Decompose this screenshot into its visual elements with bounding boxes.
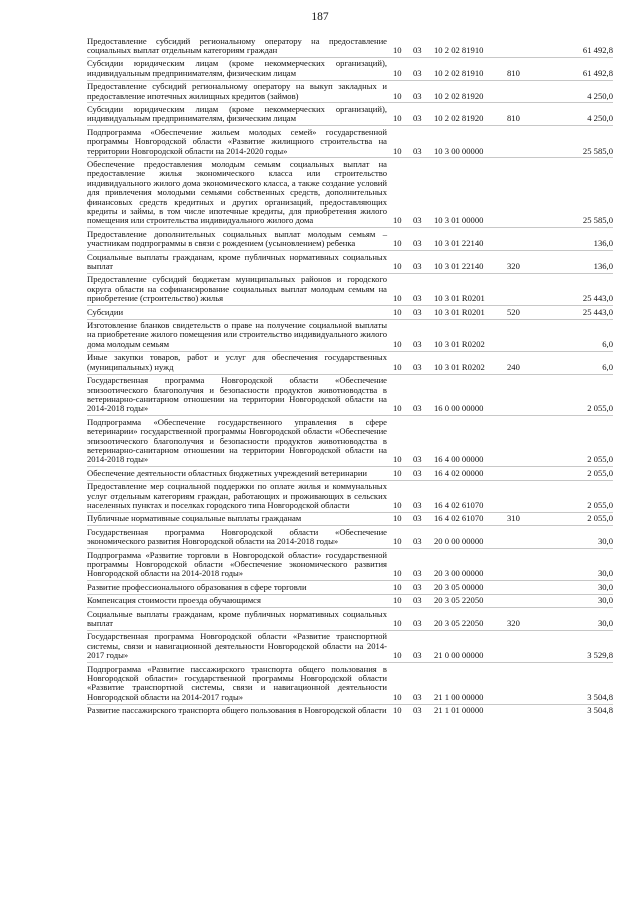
row-section: 10: [393, 467, 413, 480]
table-row: [87, 306, 613, 319]
row-subsection: 03: [413, 512, 434, 525]
row-subsection: 03: [413, 57, 434, 80]
row-amount: 30,0: [534, 526, 613, 549]
row-expense-type: [507, 228, 534, 251]
row-target-code: 10 2 02 81910: [434, 44, 484, 55]
row-name: Предоставление дополнительных социальных выплат молодым семьям – участникам подпрограммы в связи с рождением (усыновлением) ребенка: [87, 228, 393, 251]
table-row: [87, 103, 613, 126]
row-subsection: 03: [413, 480, 434, 512]
row-target-code: 16 4 00 00000: [434, 416, 507, 467]
row-subsection: 03: [413, 228, 434, 251]
row-target-code: 20 3 00 00000: [434, 549, 507, 581]
table-row: [87, 273, 613, 305]
row-expense-type: [507, 319, 534, 351]
row-amount: 136,0: [534, 251, 613, 274]
row-amount: 25 585,0: [534, 158, 613, 228]
row-name: Подпрограмма «Развитие пассажирского транспорта общего пользования в Новгородской области» государственной программы Новгородской области «Развитие транспортной системы, связи и навигационной деятельности Новгородской области на 2014-2017 годы»: [87, 663, 393, 705]
row-name: Развитие пассажирского транспорта общего пользования в Новгородской области: [87, 704, 393, 717]
row-subsection: 03: [413, 319, 434, 351]
row-amount: 136,0: [534, 228, 613, 251]
row-name: Публичные нормативные социальные выплаты гражданам: [87, 512, 393, 525]
row-section: 10: [393, 228, 413, 251]
row-amount: 61 492,8: [582, 44, 613, 55]
page-number: 187: [311, 11, 329, 23]
row-section: 10: [393, 351, 413, 374]
row-section: 10: [393, 319, 413, 351]
row-target-code: 16 0 00 00000: [434, 374, 507, 416]
table-row: [87, 35, 613, 57]
row-target-code: 21 0 00 00000: [434, 630, 507, 662]
row-subsection: 03: [413, 374, 434, 416]
row-expense-type: 320: [507, 608, 534, 631]
row-section: 10: [393, 594, 413, 607]
row-target-code: 10 3 01 R0202: [434, 319, 507, 351]
row-section: 10: [393, 374, 413, 416]
row-target-code: 10 2 02 81920: [434, 103, 507, 126]
row-section: 10: [393, 608, 413, 631]
row-amount: 2 055,0: [534, 374, 613, 416]
row-subsection: 03: [413, 630, 434, 662]
row-section: 10: [393, 80, 413, 103]
row-expense-type: [507, 594, 534, 607]
table-row: [87, 512, 613, 525]
table-row: [87, 630, 613, 662]
row-section: 10: [393, 549, 413, 581]
row-target-code: 10 3 00 00000: [434, 126, 507, 158]
table-row: [87, 158, 613, 228]
table-row: [87, 581, 613, 594]
row-subsection: 03: [413, 251, 434, 274]
row-amount: 3 504,8: [534, 704, 613, 717]
table-row: [87, 319, 613, 351]
row-subsection: 03: [413, 306, 434, 319]
row-subsection: 03: [413, 416, 434, 467]
row-name: Подпрограмма «Обеспечение жильем молодых семей» государственной программы Новгородской области «Развитие жилищного строительства на территории Новгородской области на 2014-2020 годы»: [87, 126, 393, 158]
table-row: [87, 57, 613, 80]
row-target-code: 10 3 01 00000: [434, 158, 507, 228]
row-section: 10: [393, 44, 402, 55]
table-row: [87, 663, 613, 705]
row-name: Субсидии юридическим лицам (кроме некоммерческих организаций), индивидуальным предпринимателям, физическим лицам: [87, 103, 393, 126]
row-amount: 3 504,8: [534, 663, 613, 705]
row-amount: 25 443,0: [534, 306, 613, 319]
table-row: [87, 351, 613, 374]
row-name: Государственная программа Новгородской области «Обеспечение эпизоотического благополучия и безопасности продуктов животноводства в ветеринарно-санитарном отношении на территории Новгородской области на 2014-2018 годы»: [87, 374, 393, 416]
table-row: [87, 467, 613, 480]
row-subsection: 03: [413, 594, 434, 607]
row-name: Социальные выплаты гражданам, кроме публичных нормативных социальных выплат: [87, 251, 393, 274]
row-subsection: 03: [413, 608, 434, 631]
row-target-code: 10 2 02 81920: [434, 80, 507, 103]
row-expense-type: [507, 467, 534, 480]
table-row: [87, 374, 613, 416]
row-amount: 4 250,0: [534, 103, 613, 126]
row-amount: 25 585,0: [534, 126, 613, 158]
row-section: 10: [393, 480, 413, 512]
row-subsection: 03: [413, 273, 434, 305]
row-name: Иные закупки товаров, работ и услуг для обеспечения государственных (муниципальных) нужд: [87, 351, 393, 374]
row-target-code: 10 3 01 R0201: [434, 306, 507, 319]
row-target-code: 10 3 01 R0202: [434, 351, 507, 374]
row-subsection: 03: [413, 80, 434, 103]
row-expense-type: [507, 158, 534, 228]
row-amount: 30,0: [534, 581, 613, 594]
table-row: [87, 126, 613, 158]
row-section: 10: [393, 663, 413, 705]
row-target-code: 10 3 01 22140: [434, 251, 507, 274]
row-expense-type: [507, 35, 534, 57]
row-name: Субсидии юридическим лицам (кроме некоммерческих организаций), индивидуальным предпринимателям, физическим лицам: [87, 57, 393, 80]
row-name: Государственная программа Новгородской области «Развитие транспортной системы, связи и навигационной деятельности Новгородской области на 2014-2017 годы»: [87, 630, 393, 662]
row-name: Развитие профессионального образования в сфере торговли: [87, 581, 393, 594]
row-expense-type: 810: [507, 103, 534, 126]
table-row: [87, 416, 613, 467]
row-subsection: 03: [413, 158, 434, 228]
row-target-code: 21 1 00 00000: [434, 663, 507, 705]
budget-table-body: [87, 35, 613, 717]
row-name: Государственная программа Новгородской области «Обеспечение экономического развития Новгородской области на 2014-2018 годы»: [87, 526, 393, 549]
row-amount: 2 055,0: [534, 467, 613, 480]
row-expense-type: [507, 416, 534, 467]
row-target-code: 10 2 02 81910: [434, 57, 507, 80]
row-expense-type: 310: [507, 512, 534, 525]
row-target-code: 10 3 01 22140: [434, 228, 507, 251]
row-target-code: 20 3 05 00000: [434, 581, 507, 594]
row-amount: 30,0: [534, 594, 613, 607]
row-subsection: 03: [413, 526, 434, 549]
row-amount: 4 250,0: [534, 80, 613, 103]
row-name: Подпрограмма «Обеспечение государственного управления в сфере ветеринарии» государственной программы Новгородской области «Обеспечение эпизоотического благополучия и безопасности продуктов животноводства в ветеринарно-санитарном отношении на территории Новгородской области на 2014-2018 годы»: [87, 416, 393, 467]
row-amount: 30,0: [534, 549, 613, 581]
row-amount: 30,0: [534, 608, 613, 631]
row-expense-type: [507, 374, 534, 416]
row-expense-type: [507, 704, 534, 717]
row-target-code: 16 4 02 61070: [434, 512, 507, 525]
row-subsection: 03: [413, 351, 434, 374]
row-amount: 6,0: [534, 351, 613, 374]
row-amount: 6,0: [534, 319, 613, 351]
row-expense-type: 240: [507, 351, 534, 374]
table-row: [87, 251, 613, 274]
row-name: Предоставление субсидий региональному оператору на предоставление социальных выплат отдельным категориям граждан: [87, 35, 387, 55]
row-subsection: 03: [413, 549, 434, 581]
row-section: 10: [393, 630, 413, 662]
row-section: 10: [393, 416, 413, 467]
row-section: 10: [393, 306, 413, 319]
row-amount: 61 492,8: [534, 57, 613, 80]
budget-table: [87, 35, 613, 717]
row-expense-type: [507, 663, 534, 705]
row-section: 10: [393, 526, 413, 549]
row-section: 10: [393, 57, 413, 80]
row-subsection: 03: [413, 103, 434, 126]
row-expense-type: [507, 630, 534, 662]
row-target-code: 16 4 02 61070: [434, 480, 507, 512]
row-name: Предоставление субсидий бюджетам муниципальных районов и городского округа области на софинансирование социальных выплат молодым семьям на приобретение (строительство) жилья: [87, 273, 393, 305]
row-section: 10: [393, 103, 413, 126]
row-target-code: 10 3 01 R0201: [434, 273, 507, 305]
row-target-code: 20 0 00 00000: [434, 526, 507, 549]
row-name: Предоставление мер социальной поддержки по оплате жилья и коммунальных услуг отдельным категориям граждан, работающих и проживающих в сельских населенных пунктах и поселках городского типа Новгородской области: [87, 480, 393, 512]
row-subsection: 03: [413, 581, 434, 594]
row-section: 10: [393, 126, 413, 158]
table-row: [87, 704, 613, 717]
table-row: [87, 608, 613, 631]
row-expense-type: [507, 480, 534, 512]
row-subsection: 03: [413, 704, 434, 717]
row-subsection: 03: [413, 126, 434, 158]
row-expense-type: [507, 581, 534, 594]
row-amount: 25 443,0: [534, 273, 613, 305]
table-row: [87, 594, 613, 607]
table-row: [87, 80, 613, 103]
row-expense-type: 810: [507, 57, 534, 80]
row-target-code: 20 3 05 22050: [434, 608, 507, 631]
row-subsection: 03: [413, 467, 434, 480]
row-subsection: 03: [413, 663, 434, 705]
row-name: Субсидии: [87, 306, 393, 319]
row-expense-type: [507, 80, 534, 103]
table-row: [87, 526, 613, 549]
row-name: Социальные выплаты гражданам, кроме публичных нормативных социальных выплат: [87, 608, 393, 631]
row-section: 10: [393, 273, 413, 305]
row-name: Компенсация стоимости проезда обучающимся: [87, 594, 393, 607]
table-row: [87, 228, 613, 251]
row-section: 10: [393, 704, 413, 717]
row-section: 10: [393, 581, 413, 594]
row-amount: 2 055,0: [534, 512, 613, 525]
row-expense-type: [507, 526, 534, 549]
row-target-code: 21 1 01 00000: [434, 704, 507, 717]
row-amount: 2 055,0: [534, 480, 613, 512]
row-section: 10: [393, 158, 413, 228]
row-name: Подпрограмма «Развитие торговли в Новгородской области» государственной программы Новгородской области «Обеспечение экономического развития Новгородской области на 2014-2018 годы»: [87, 549, 393, 581]
row-expense-type: [507, 126, 534, 158]
row-expense-type: [507, 549, 534, 581]
row-name: Предоставление субсидий региональному оператору на выкуп закладных и предоставление ипотечных жилищных кредитов (займов): [87, 80, 393, 103]
row-name: Изготовление бланков свидетельств о праве на получение социальной выплаты на приобретение жилого помещения или строительство индивидуального жилого дома молодым семьям: [87, 319, 393, 351]
row-name: Обеспечение деятельности областных бюджетных учреждений ветеринарии: [87, 467, 393, 480]
row-section: 10: [393, 251, 413, 274]
row-subsection: 03: [413, 44, 422, 55]
row-amount: 3 529,8: [534, 630, 613, 662]
row-expense-type: 520: [507, 306, 534, 319]
row-target-code: 20 3 05 22050: [434, 594, 507, 607]
table-row: [87, 549, 613, 581]
row-section: 10: [393, 512, 413, 525]
row-name: Обеспечение предоставления молодым семьям социальных выплат на предоставление жилья экономического класса или строительство индивидуального жилого дома экономического класса, а также создание условий для привлечения молодыми семьями собственных средств, дополнительных финансовых средств кредитных и других организаций, предоставляющих кредиты и займы, в том числе ипотечные кредиты, для приобретения жилого помещения или строительства индивидуального жилого дома: [87, 158, 393, 228]
row-expense-type: 320: [507, 251, 534, 274]
row-expense-type: [507, 273, 534, 305]
row-amount: 2 055,0: [534, 416, 613, 467]
table-row: [87, 480, 613, 512]
row-target-code: 16 4 02 00000: [434, 467, 507, 480]
